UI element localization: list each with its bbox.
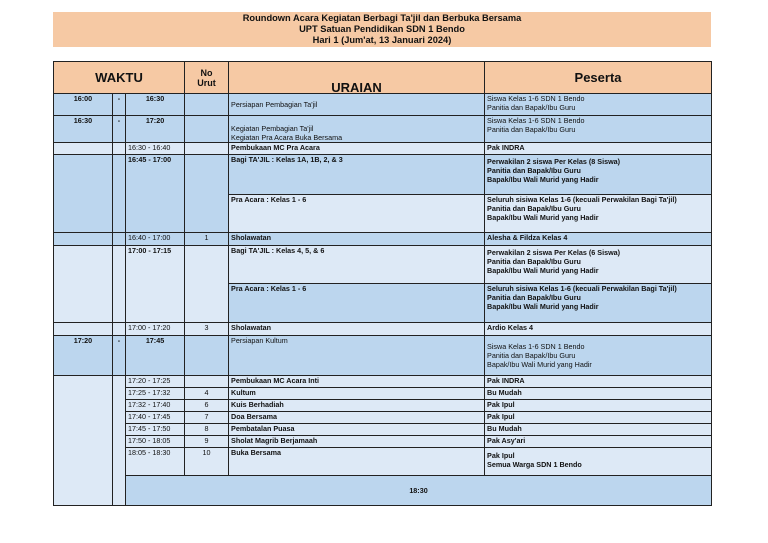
peserta-line: Semua Warga SDN 1 Bendo [487, 460, 582, 469]
uraian-cell: Bagi TA'JIL : Kelas 1A, 1B, 2, & 3 [229, 155, 485, 195]
peserta-cell [485, 116, 712, 143]
peserta-cell: Pak Asy'ari [485, 436, 712, 448]
peserta-cell [485, 448, 712, 476]
empty-cell [54, 143, 113, 155]
uraian-cell: Doa Bersama [229, 412, 485, 424]
peserta-cell [485, 284, 712, 323]
uraian-cell: Kultum [229, 388, 485, 400]
header-peserta: Peserta [485, 62, 712, 94]
no-cell: 1 [185, 233, 229, 246]
peserta-line: Panitia dan Bapak/Ibu Guru [487, 166, 581, 175]
no-cell [185, 116, 229, 143]
no-cell: 6 [185, 400, 229, 412]
header-waktu: WAKTU [54, 62, 185, 94]
no-cell [185, 336, 229, 376]
no-cell: 4 [185, 388, 229, 400]
table-row [54, 376, 712, 388]
time-range: 17:00 - 17:20 [126, 323, 185, 336]
uraian-line: Kegiatan Pembagian Ta'jil [231, 124, 314, 133]
uraian-line: Kegiatan Pra Acara Buka Bersama [231, 133, 343, 142]
time-dash: - [113, 336, 126, 376]
schedule-table [53, 61, 712, 506]
time-range: 18:05 - 18:30 [126, 448, 185, 476]
header-uraian: URAIAN [229, 62, 485, 94]
peserta-line: Siswa Kelas 1-6 SDN 1 Bendo [487, 116, 585, 125]
table-row [54, 94, 712, 116]
table-row [54, 448, 712, 476]
title-line-3: Hari 1 (Jum'at, 13 Januari 2024) [312, 35, 452, 45]
peserta-line: Bapak/Ibu Wali Murid yang Hadir [487, 266, 599, 275]
time-end: 16:30 [126, 94, 185, 116]
peserta-cell: Alesha & Fildza Kelas 4 [485, 233, 712, 246]
peserta-line: Panitia dan Bapak/Ibu Guru [487, 293, 581, 302]
table-header-row [54, 62, 712, 94]
time-range: 17:50 - 18:05 [126, 436, 185, 448]
peserta-line: Perwakilan 2 siswa Per Kelas (8 Siswa) [487, 157, 621, 166]
time-end: 17:45 [126, 336, 185, 376]
peserta-cell: Bu Mudah [485, 388, 712, 400]
peserta-line: Panitia dan Bapak/Ibu Guru [487, 351, 576, 360]
peserta-line: Bapak/Ibu Wali Murid yang Hadir [487, 302, 599, 311]
empty-cell [54, 323, 113, 336]
uraian-cell: Bagi TA'JIL : Kelas 4, 5, & 6 [229, 246, 485, 284]
peserta-cell [485, 94, 712, 116]
table-row [54, 412, 712, 424]
peserta-line: Panitia dan Bapak/Ibu Guru [487, 204, 581, 213]
no-cell: 3 [185, 323, 229, 336]
table-row [54, 246, 712, 284]
uraian-cell: Sholawatan [229, 323, 485, 336]
table-row [54, 323, 712, 336]
empty-cell [113, 246, 126, 323]
peserta-line: Perwakilan 2 siswa Per Kelas (6 Siswa) [487, 248, 621, 257]
peserta-line: Panitia dan Bapak/Ibu Guru [487, 125, 576, 134]
table-row [54, 476, 712, 506]
empty-cell [54, 155, 113, 233]
table-row [54, 336, 712, 376]
no-cell [185, 376, 229, 388]
header-no: No [200, 67, 213, 78]
peserta-line: Pak Ipul [487, 451, 515, 460]
uraian-cell: Pra Acara : Kelas 1 - 6 [229, 284, 485, 323]
title-line-1: Roundown Acara Kegiatan Berbagi Ta'jil dan Berbuka Bersama [242, 13, 522, 23]
time-range: 17:20 - 17:25 [126, 376, 185, 388]
no-cell: 10 [185, 448, 229, 476]
peserta-line: Bapak/Ibu Wali Murid yang Hadir [487, 175, 599, 184]
header-urut: Urut [197, 77, 216, 88]
uraian-cell: Persiapan Kultum [229, 336, 485, 376]
time-start: 16:30 [54, 116, 113, 143]
peserta-cell [485, 336, 712, 376]
time-range: 17:00 - 17:15 [126, 246, 185, 323]
empty-cell [113, 143, 126, 155]
uraian-cell: Sholawatan [229, 233, 485, 246]
table-row [54, 424, 712, 436]
peserta-line: Panitia dan Bapak/Ibu Guru [487, 103, 576, 112]
header-no-urut [185, 62, 229, 94]
peserta-cell [485, 246, 712, 284]
peserta-line: Bapak/Ibu Wali Murid yang Hadir [487, 360, 592, 369]
peserta-line: Siswa Kelas 1-6 SDN 1 Bendo [487, 342, 585, 351]
empty-cell [113, 155, 126, 233]
time-dash: - [113, 116, 126, 143]
uraian-cell: Persiapan Pembagian Ta'jil [229, 94, 485, 116]
uraian-cell: Buka Bersama [229, 448, 485, 476]
peserta-cell: Ardio Kelas 4 [485, 323, 712, 336]
table-row [54, 400, 712, 412]
peserta-line: Bapak/Ibu Wali Murid yang Hadir [487, 213, 599, 222]
no-cell: 9 [185, 436, 229, 448]
no-cell: 7 [185, 412, 229, 424]
peserta-cell: Pak Ipul [485, 412, 712, 424]
no-cell [185, 155, 229, 233]
peserta-line: Panitia dan Bapak/Ibu Guru [487, 257, 581, 266]
peserta-cell: Pak Ipul [485, 400, 712, 412]
time-range: 16:40 - 17:00 [126, 233, 185, 246]
peserta-line: Seluruh sisiwa Kelas 1-6 (kecuali Perwakilan Bagi Ta'jil) [487, 195, 677, 204]
uraian-cell: Pembukaan MC Pra Acara [229, 143, 485, 155]
uraian-cell: Sholat Magrib Berjamaah [229, 436, 485, 448]
peserta-cell: Pak INDRA [485, 376, 712, 388]
table-row [54, 155, 712, 195]
empty-cell [54, 376, 113, 506]
title-line-2: UPT Satuan Pendidikan SDN 1 Bendo [299, 24, 465, 34]
time-range: 17:32 - 17:40 [126, 400, 185, 412]
peserta-cell: Pak INDRA [485, 143, 712, 155]
uraian-cell: Pra Acara : Kelas 1 - 6 [229, 195, 485, 233]
peserta-cell [485, 195, 712, 233]
peserta-cell: Bu Mudah [485, 424, 712, 436]
table-row [54, 388, 712, 400]
time-range: 16:30 - 16:40 [126, 143, 185, 155]
time-range: 17:25 - 17:32 [126, 388, 185, 400]
peserta-line: Siswa Kelas 1-6 SDN 1 Bendo [487, 94, 585, 103]
empty-cell [54, 233, 113, 246]
document-title [53, 12, 711, 47]
table-row [54, 143, 712, 155]
no-cell: 8 [185, 424, 229, 436]
uraian-cell: Pembukaan MC Acara Inti [229, 376, 485, 388]
time-start: 17:20 [54, 336, 113, 376]
empty-cell [113, 233, 126, 246]
table-row [54, 436, 712, 448]
peserta-line: Seluruh sisiwa Kelas 1-6 (kecuali Perwakilan Bagi Ta'jil) [487, 284, 677, 293]
time-range: 17:45 - 17:50 [126, 424, 185, 436]
table-row [54, 233, 712, 246]
uraian-cell: Kuis Berhadiah [229, 400, 485, 412]
time-end-cell: 18:30 [126, 476, 712, 506]
peserta-cell [485, 155, 712, 195]
uraian-cell [229, 116, 485, 143]
time-end: 17:20 [126, 116, 185, 143]
no-cell [185, 94, 229, 116]
empty-cell [113, 323, 126, 336]
no-cell [185, 143, 229, 155]
table-row [54, 116, 712, 143]
uraian-cell: Pembatalan Puasa [229, 424, 485, 436]
time-dash: - [113, 94, 126, 116]
empty-cell [54, 246, 113, 323]
time-start: 16:00 [54, 94, 113, 116]
empty-cell [113, 376, 126, 506]
no-cell [185, 246, 229, 323]
time-range: 16:45 - 17:00 [126, 155, 185, 233]
time-range: 17:40 - 17:45 [126, 412, 185, 424]
